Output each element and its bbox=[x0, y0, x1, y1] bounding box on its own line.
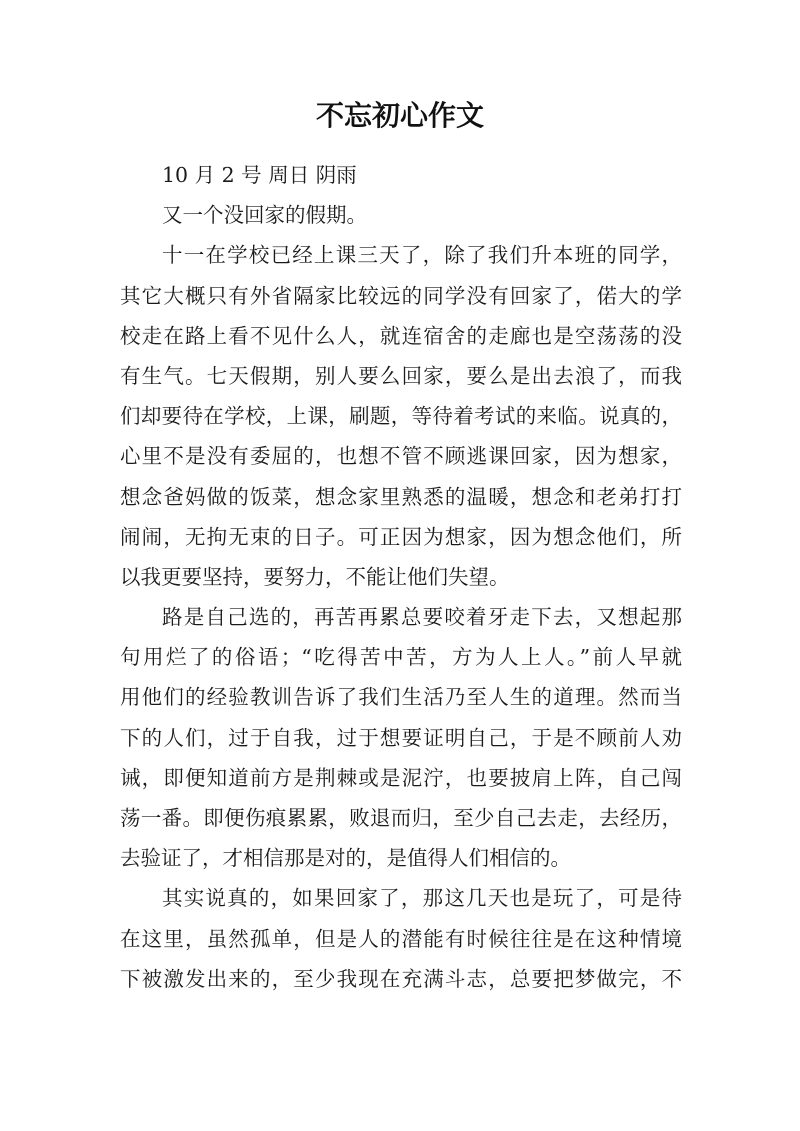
paragraph-date bbox=[120, 155, 682, 195]
paragraph-body bbox=[120, 235, 682, 597]
text-line: 用他们的经验教训告诉了我们生活乃至人生的道理。然而当 bbox=[120, 685, 682, 710]
text-line: 以我更要坚持，要努力，不能让他们失望。 bbox=[120, 564, 510, 589]
text-line: 下的人们，过于自我，过于想要证明自己，于是不顾前人劝 bbox=[120, 725, 682, 750]
text-line: 其实说真的，如果回家了，那这几天也是玩了，可是待 bbox=[162, 886, 682, 911]
text-line: 诫，即便知道前方是荆棘或是泥泞，也要披肩上阵，自己闯 bbox=[120, 765, 682, 790]
text-line: 有生气。七天假期，别人要么回家，要么是出去浪了，而我 bbox=[120, 363, 682, 388]
text-line: 闹闹，无拘无束的日子。可正因为想家，因为想念他们，所 bbox=[120, 524, 682, 549]
text-line: 心里不是没有委屈的，也想不管不顾逃课回家，因为想家， bbox=[120, 444, 682, 469]
text-line: 下被激发出来的，至少我现在充满斗志，总要把梦做完，不 bbox=[120, 966, 682, 991]
text-line: 其它大概只有外省隔家比较远的同学没有回家了，偌大的学 bbox=[120, 283, 682, 308]
paragraph-body bbox=[120, 878, 682, 999]
text-line: 在这里，虽然孤单，但是人的潜能有时候往往是在这种情境 bbox=[120, 926, 682, 951]
paragraph-body bbox=[120, 597, 682, 878]
paragraph-intro bbox=[120, 195, 682, 235]
document-title: 不忘初心作文 bbox=[315, 99, 484, 132]
text-line: 路是自己选的，再苦再累总要咬着牙走下去，又想起那 bbox=[162, 605, 682, 630]
document-body bbox=[120, 155, 682, 999]
text-line: 句用烂了的俗语；“吃得苦中苦，方为人上人。”前人早就 bbox=[120, 645, 682, 670]
text-line: 10 月 2 号 周日 阴雨 bbox=[162, 163, 357, 187]
text-line: 又一个没回家的假期。 bbox=[162, 203, 367, 228]
text-line: 去验证了，才相信那是对的，是值得人们相信的。 bbox=[120, 846, 571, 871]
text-line: 校走在路上看不见什么人，就连宿舍的走廊也是空荡荡的没 bbox=[120, 323, 682, 348]
text-line: 荡一番。即便伤痕累累，败退而归，至少自己去走，去经历， bbox=[120, 806, 682, 830]
text-line: 们却要待在学校，上课，刷题，等待着考试的来临。说真的， bbox=[120, 404, 682, 429]
text-line: 想念爸妈做的饭菜，想念家里熟悉的温暖，想念和老弟打打 bbox=[120, 484, 682, 509]
text-line: 十一在学校已经上课三天了，除了我们升本班的同学， bbox=[162, 243, 682, 268]
